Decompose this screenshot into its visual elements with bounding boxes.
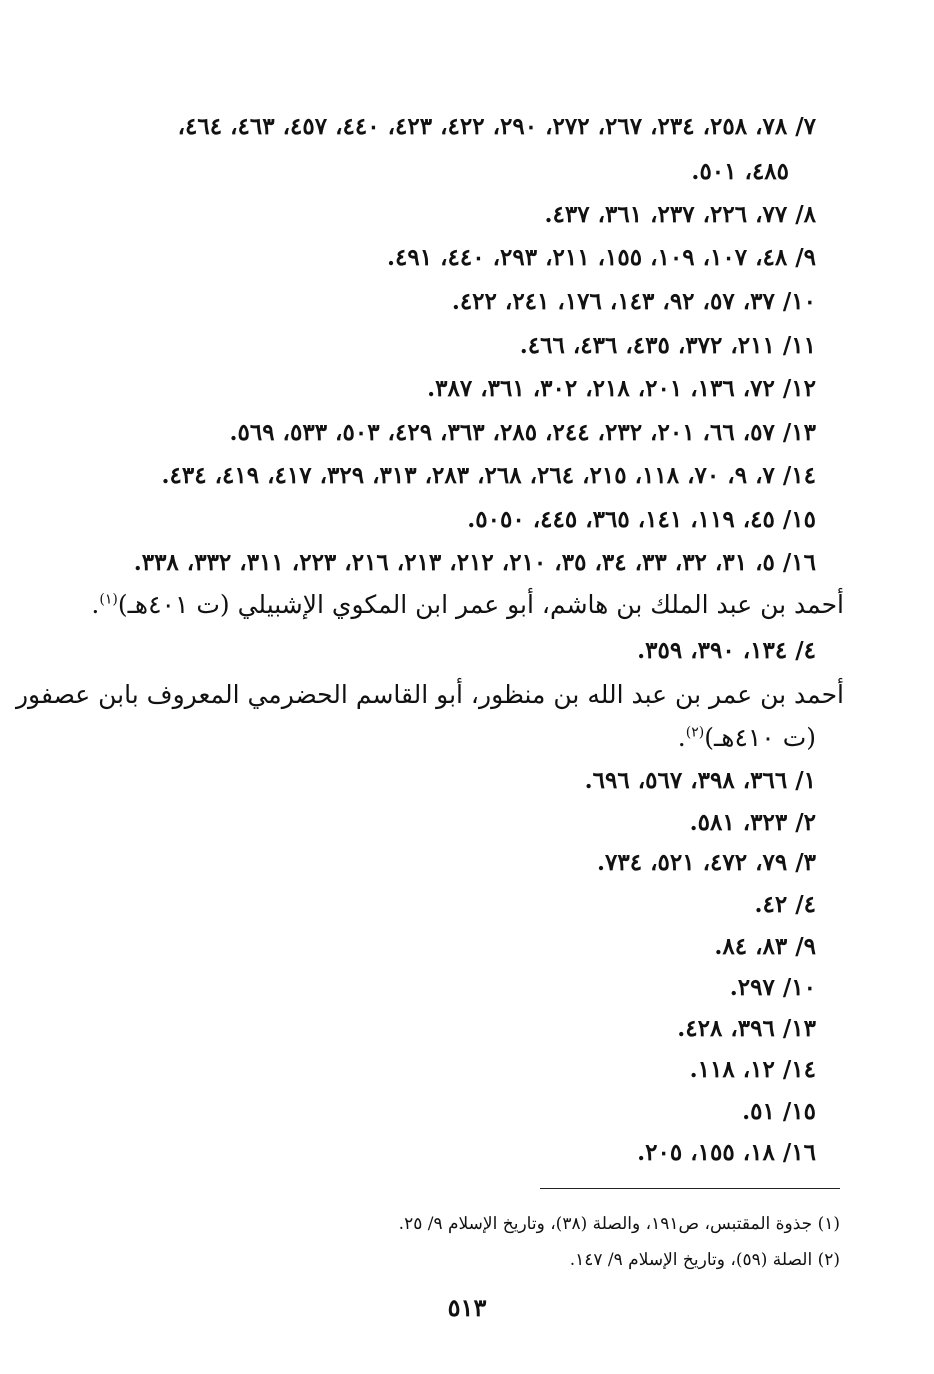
- entry2-index-line: ٩/ ٨٣، ٨٤.: [714, 933, 816, 960]
- entry-death-date: (ت ٤١٠هـ): [704, 723, 816, 752]
- entry2-index-line: ٤/ ٤٢.: [754, 891, 816, 918]
- footnote-1: (١) جذوة المقتبس، ص١٩١، والصلة (٣٨)، وتاريخ الإسلام ٩/ ٢٥.: [398, 1214, 840, 1234]
- index-line-7-continued: ٤٨٥، ٥٠١.: [691, 158, 789, 185]
- index-line-7: ٧/ ٧٨، ٢٥٨، ٢٣٤، ٢٦٧، ٢٧٢، ٢٩٠، ٤٢٢، ٤٢٣، ٤٤٠، ٤٥٧، ٤٦٣، ٤٦٤،: [177, 113, 816, 140]
- footnote-divider: [540, 1188, 840, 1189]
- index-line-9: ٩/ ٤٨، ١٠٧، ١٠٩، ١٥٥، ٢١١، ٢٩٣، ٤٤٠، ٤٩١.: [386, 244, 816, 271]
- index-line-13: ١٣/ ٥٧، ٦٦، ٢٠١، ٢٣٢، ٢٤٤، ٢٨٥، ٣٦٣، ٤٢٩، ٥٠٣، ٥٣٣، ٥٦٩.: [229, 419, 816, 446]
- entry-name-ibn-usfur-line2: [678, 723, 816, 753]
- entry-name-text: أحمد بن عبد الملك بن هاشم، أبو عمر ابن المكوي الإشبيلي (ت ٤٠١هـ): [117, 590, 844, 619]
- entry2-index-line: ١٠/ ٢٩٧.: [729, 974, 816, 1001]
- index-line-16: ١٦/ ٥، ٣١، ٣٢، ٣٣، ٣٤، ٣٥، ٢١٠، ٢١٢، ٢١٣، ٢١٦، ٢٢٣، ٣١١، ٣٣٢، ٣٣٨.: [133, 549, 816, 576]
- entry-name-ibn-usfur-line1: أحمد بن عمر بن عبد الله بن منظور، أبو القاسم الحضرمي المعروف بابن عصفور: [15, 680, 844, 709]
- footnote-mark-1: (١): [99, 591, 118, 608]
- index-line-15: ١٥/ ٤٥، ١١٩، ١٤١، ٣٦٥، ٤٤٥، ٥٠٥٠.: [467, 506, 816, 533]
- entry2-index-line: ٢/ ٣٢٣، ٥٨١.: [689, 809, 816, 836]
- entry2-index-line: ١٥/ ٥١.: [742, 1098, 816, 1125]
- footnote-mark-2: (٢): [685, 724, 705, 741]
- index-line-14: ١٤/ ٧، ٩، ٧٠، ١١٨، ٢١٥، ٢٦٤، ٢٦٨، ٢٨٣، ٣١٣، ٣٢٩، ٤١٧، ٤١٩، ٤٣٤.: [161, 462, 816, 489]
- index-line-10: ١٠/ ٣٧، ٥٧، ٩٢، ١٤٣، ١٧٦، ٢٤١، ٤٢٢.: [451, 288, 816, 315]
- entry2-index-line: ١٣/ ٣٩٦، ٤٢٨.: [677, 1015, 816, 1042]
- index-line-11: ١١/ ٢١١، ٣٧٢، ٤٣٥، ٤٣٦، ٤٦٦.: [519, 332, 816, 359]
- page-number: ٥١٣: [447, 1293, 487, 1322]
- entry-name-ibn-al-makwi: [91, 590, 844, 620]
- index-line-12: ١٢/ ٧٢، ١٣٦، ٢٠١، ٢١٨، ٣٠٢، ٣٦١، ٣٨٧.: [427, 375, 816, 402]
- entry-name-end: .: [91, 590, 100, 619]
- entry2-index-line: ٣/ ٧٩، ٤٧٢، ٥٢١، ٧٣٤.: [596, 849, 816, 876]
- entry2-index-line: ١/ ٣٦٦، ٣٩٨، ٥٦٧، ٦٩٦.: [584, 767, 816, 794]
- footnote-2: (٢) الصلة (٥٩)، وتاريخ الإسلام ٩/ ١٤٧.: [569, 1250, 840, 1270]
- entry2-index-line: ١٤/ ١٢، ١١٨.: [689, 1056, 816, 1083]
- entry2-index-line: ١٦/ ١٨، ١٥٥، ٢٠٥.: [637, 1139, 816, 1166]
- entry-name-end: .: [677, 723, 686, 752]
- index-line-8: ٨/ ٧٧، ٢٢٦، ٢٣٧، ٣٦١، ٤٣٧.: [544, 201, 816, 228]
- entry1-index-line: ٤/ ١٣٤، ٣٩٠، ٣٥٩.: [637, 637, 816, 664]
